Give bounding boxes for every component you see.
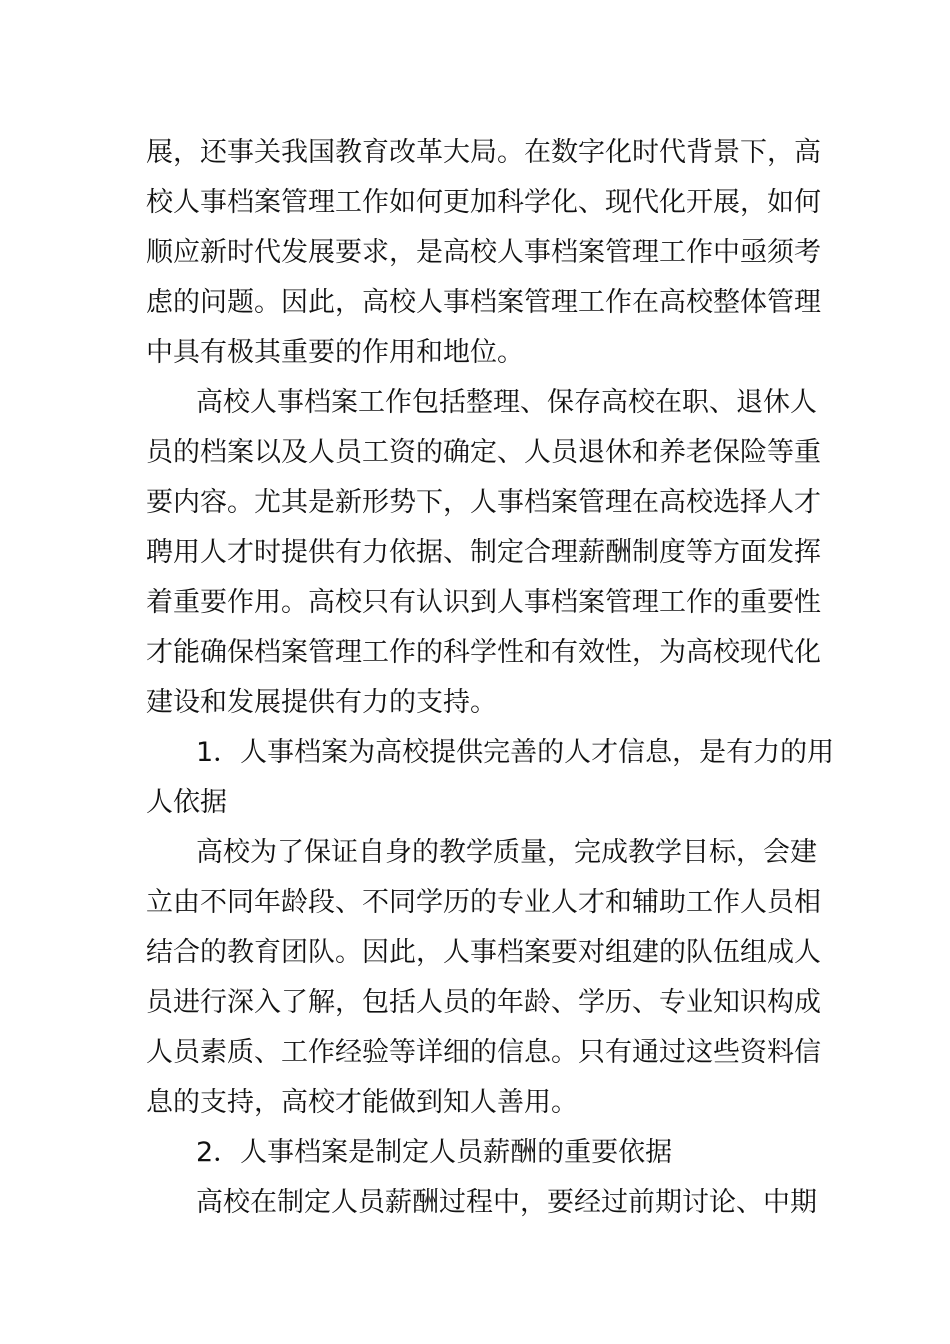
- text-line: 顺应新时代发展要求，是高校人事档案管理工作中亟须考: [146, 237, 821, 268]
- text-line: 校人事档案管理工作如何更加科学化、现代化开展，如何: [146, 187, 821, 218]
- text-line: 着重要作用。高校只有认识到人事档案管理工作的重要性: [146, 587, 821, 618]
- section-heading-2: 2．人事档案是制定人员薪酬的重要依据: [196, 1137, 673, 1168]
- text-line: 立由不同年龄段、不同学历的专业人才和辅助工作人员相: [146, 887, 821, 918]
- text-line: 中具有极其重要的作用和地位。: [146, 337, 524, 368]
- text-line: 展，还事关我国教育改革大局。在数字化时代背景下，高: [146, 137, 821, 168]
- text-line: 员的档案以及人员工资的确定、人员退休和养老保险等重: [146, 437, 821, 468]
- paragraph-start-line: 高校在制定人员薪酬过程中，要经过前期讨论、中期: [196, 1187, 817, 1218]
- paragraph-start-line: 高校人事档案工作包括整理、保存高校在职、退休人: [196, 387, 817, 418]
- text-line: 人员素质、工作经验等详细的信息。只有通过这些资料信: [146, 1037, 821, 1068]
- text-line: 息的支持，高校才能做到知人善用。: [146, 1087, 578, 1118]
- text-line: 结合的教育团队。因此，人事档案要对组建的队伍组成人: [146, 937, 821, 968]
- text-line: 建设和发展提供有力的支持。: [146, 687, 497, 718]
- document-body: [146, 128, 835, 1228]
- text-line: 虑的问题。因此，高校人事档案管理工作在高校整体管理: [146, 287, 821, 318]
- text-line: 才能确保档案管理工作的科学性和有效性，为高校现代化: [146, 637, 821, 668]
- section-heading-1-cont: 人依据: [146, 787, 227, 818]
- text-line: 员进行深入了解，包括人员的年龄、学历、专业知识构成: [146, 987, 821, 1018]
- section-heading-1: 1．人事档案为高校提供完善的人才信息，是有力的用: [196, 737, 835, 768]
- text-line: 聘用人才时提供有力依据、制定合理薪酬制度等方面发挥: [146, 537, 821, 568]
- paragraph-start-line: 高校为了保证自身的教学质量，完成教学目标，会建: [196, 837, 817, 868]
- text-line: 要内容。尤其是新形势下，人事档案管理在高校选择人才: [146, 487, 821, 518]
